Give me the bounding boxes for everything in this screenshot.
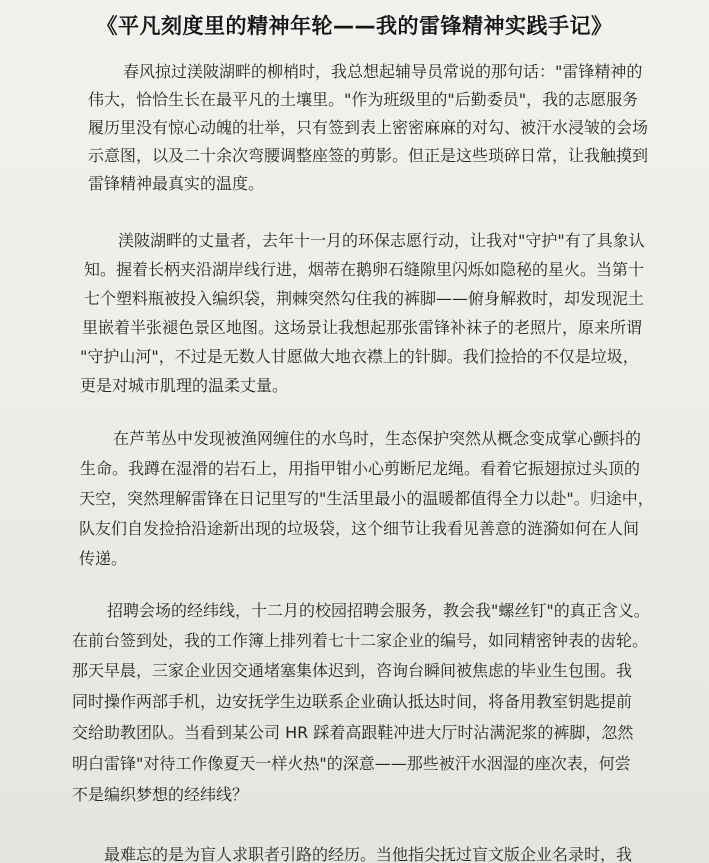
paragraph-line: 在前台签到处，我的工作簿上排列着七十二家企业的编号，如同精密钟表的齿轮。 [72, 631, 649, 650]
paragraph-line: 招聘会场的经纬线，十二月的校园招聘会服务，教会我"螺丝钉"的真正含义。 [107, 601, 650, 620]
paragraph-line: 交给助教团队。当看到某公司 HR 踩着高跟鞋冲进大厅时沾满泥浆的裤脚，忽然 [72, 723, 634, 742]
paragraph-line: "守护山河"，不过是无数人甘愿做大地衣襟上的针脚。我们捡拾的不仅是垃圾， [80, 347, 639, 366]
paragraph-line: 明白雷锋"对待工作像夏天一样火热"的深意——那些被汗水洇湿的座次表，何尝 [72, 754, 631, 773]
paragraph-line: 七个塑料瓶被投入编织袋，荆棘突然勾住我的裤脚——俯身解救时，却发现泥土 [84, 289, 645, 308]
paragraph-line: 最难忘的是为盲人求职者引路的经历。当他指尖抚过盲文版企业名录时，我 [104, 845, 633, 863]
paragraph-line: 里嵌着半张褪色景区地图。这场景让我想起那张雷锋补袜子的老照片，原来所谓 [82, 318, 643, 337]
paragraph-line: 更是对城市肌理的温柔丈量。 [80, 376, 289, 395]
paragraph-line: 履历里没有惊心动魄的壮举，只有签到表上密密麻麻的对勾、被汗水浸皱的会场 [88, 118, 649, 137]
paragraph-line: 知。握着长柄夹沿湖岸线行进，烟蒂在鹅卵石缝隙里闪烁如隐秘的星火。当第十 [84, 260, 645, 279]
paragraph-line: 队友们自发捡拾沿途新出现的垃圾袋，这个细节让我看见善意的涟漪如何在人间 [79, 519, 640, 538]
document-title: 《平凡刻度里的精神年轮——我的雷锋精神实践手记》 [96, 14, 613, 38]
paragraph-line: 春风掠过渼陂湖畔的柳梢时，我总想起辅导员常说的那句话："雷锋精神的 [123, 62, 643, 81]
paragraph-line: 渼陂湖畔的丈量者，去年十一月的环保志愿行动，让我对"守护"有了具象认 [118, 231, 645, 250]
paragraph-line: 传递。 [79, 549, 128, 568]
paragraph-line: 同时操作两部手机，边安抚学生边联系企业确认抵达时间，将备用教室钥匙提前 [72, 692, 633, 711]
paragraph-line: 伟大，恰恰生长在最平凡的土壤里。"作为班级里的"后勤委员"，我的志愿服务 [88, 90, 639, 109]
paragraph-line: 在芦苇丛中发现被渔网缠住的水鸟时，生态保护突然从概念变成掌心颤抖的 [113, 429, 642, 448]
paragraph-line: 不是编织梦想的经纬线？ [72, 785, 249, 804]
paragraph-line: 生命。我蹲在湿滑的岩石上，用指甲钳小心剪断尼龙绳。看着它振翅掠过头顶的 [80, 459, 641, 478]
paragraph-line: 那天早晨，三家企业因交通堵塞集体迟到，咨询台瞬间被焦虑的毕业生包围。我 [72, 661, 633, 680]
paragraph-line: 雷锋精神最真实的温度。 [88, 174, 265, 193]
paragraph-line: 示意图，以及二十余次弯腰调整座签的剪影。但正是这些琐碎日常，让我触摸到 [88, 146, 649, 165]
paragraph-line: 天空，突然理解雷锋在日记里写的"生活里最小的温暖都值得全力以赴"。归途中， [79, 489, 654, 508]
